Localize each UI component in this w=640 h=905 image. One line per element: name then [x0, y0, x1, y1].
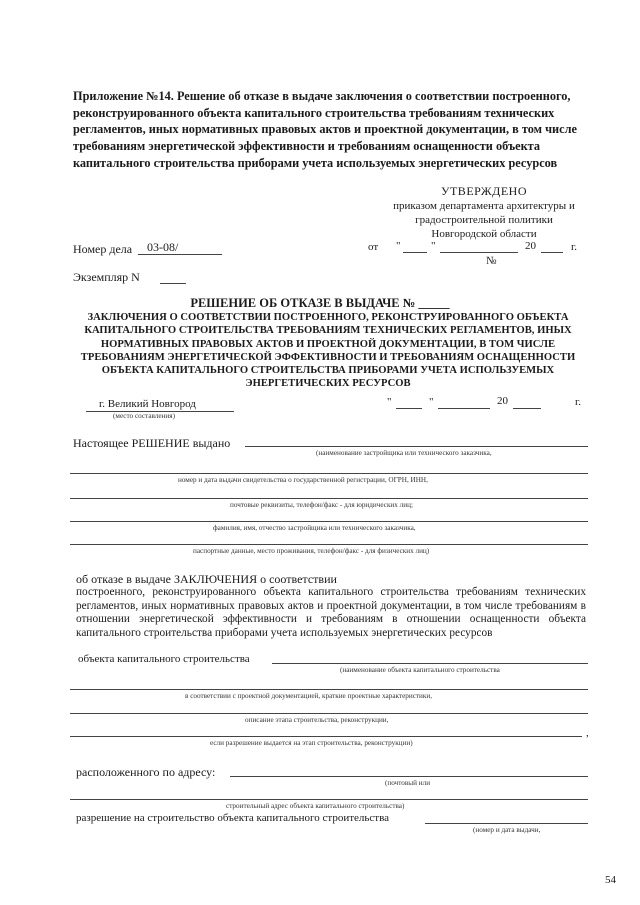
- decision-title: РЕШЕНИЕ ОБ ОТКАЗЕ В ВЫДАЧЕ № _____: [190, 296, 450, 310]
- approval-title: УТВЕРЖДЕНО: [440, 184, 527, 198]
- place-day-blank[interactable]: [396, 408, 422, 409]
- issued-caption-1: (наименование застройщика или технического заказчика,: [316, 449, 492, 457]
- approval-year-blank[interactable]: [541, 252, 563, 253]
- issued-label: Настоящее РЕШЕНИЕ выдано: [73, 436, 231, 450]
- place-quote-open: ": [387, 396, 392, 408]
- object-caption-1: (наименование объекта капитального строительства: [340, 666, 500, 674]
- appendix-title: Приложение №14. Решение об отказе в выдаче заключения о соответствии построенного, реконструированного объекта капитального строительства требованиям технических регламентов, иных нормативных правовых актов и проектной документации, в том числе требованиям энергетической эффективности и требованиям оснащенности объекта капитального строительства приборами учета используемых энергетических ресурсов: [73, 89, 577, 170]
- address-caption-2: строительный адрес объекта капитального строительства): [226, 802, 405, 810]
- object-comma: ,: [586, 727, 589, 739]
- address-line-1[interactable]: [230, 776, 588, 777]
- approval-number-sign: №: [486, 255, 497, 267]
- permit-line[interactable]: [425, 823, 588, 824]
- place-year-blank[interactable]: [513, 408, 541, 409]
- issued-caption-2: номер и дата выдачи свидетельства о государственной регистрации, ОГРН, ИНН,: [178, 476, 428, 484]
- issued-line-1[interactable]: [245, 446, 588, 447]
- approval-line-3: Новгородской области: [431, 228, 537, 240]
- approval-date-quote-open: ": [396, 240, 401, 252]
- address-label: расположенного по адресу:: [76, 765, 216, 779]
- issued-line-3[interactable]: [70, 498, 588, 499]
- approval-date-quote-close: ": [431, 240, 436, 252]
- case-number-underline: [138, 254, 222, 255]
- permit-label: разрешение на строительство объекта капитального строительства: [76, 812, 390, 824]
- object-label: объекта капитального строительства: [78, 653, 250, 665]
- page-number: 54: [605, 874, 616, 886]
- place-city: г. Великий Новгород: [99, 398, 196, 410]
- issued-line-4[interactable]: [70, 521, 588, 522]
- issued-caption-4: фамилия, имя, отчество застройщика или технического заказчика,: [213, 524, 416, 532]
- approval-date-year: 20: [525, 240, 536, 252]
- approval-line-2: градостроительной политики: [415, 214, 553, 226]
- approval-day-blank[interactable]: [403, 252, 427, 253]
- issued-caption-3: почтовые реквизиты, телефон/факс - для юридических лиц;: [230, 501, 413, 509]
- refusal-body: построенного, реконструированного объекта капитального строительства требованиям технических регламентов, иных нормативных правовых актов и проектной документации, в том числе требованиям в отношении энергетической эффективности и требованиям в отношении оснащенности объекта капитального строительства приборами учета используемых энергетических ресурсов: [76, 586, 586, 639]
- place-caption: (место составления): [113, 412, 175, 420]
- place-year: 20: [497, 395, 508, 407]
- issued-line-2[interactable]: [70, 473, 588, 474]
- refusal-lead: об отказе в выдаче ЗАКЛЮЧЕНИЯ о соответствии: [76, 572, 337, 586]
- approval-date-prefix: от: [368, 241, 379, 253]
- object-line-3[interactable]: [70, 713, 588, 714]
- place-month-blank[interactable]: [438, 408, 490, 409]
- object-line-1[interactable]: [272, 663, 588, 664]
- issued-caption-5: паспортные данные, место проживания, телефон/факс - для физических лиц): [193, 547, 430, 555]
- permit-caption: (номер и дата выдачи,: [473, 826, 541, 834]
- object-line-4[interactable]: [70, 736, 582, 737]
- place-year-suffix: г.: [575, 396, 582, 408]
- object-caption-3: описание этапа строительства, реконструкции,: [245, 716, 389, 724]
- case-number-label: Номер дела: [73, 242, 133, 256]
- address-line-2[interactable]: [70, 799, 588, 800]
- case-number-value: 03-08/: [147, 240, 179, 254]
- issued-line-5[interactable]: [70, 544, 588, 545]
- approval-month-blank[interactable]: [440, 252, 518, 253]
- approval-date-suffix: г.: [571, 241, 578, 253]
- object-line-2[interactable]: [70, 689, 588, 690]
- approval-line-1: приказом департамента архитектуры и: [393, 200, 575, 212]
- copy-label: Экземпляр N: [73, 270, 140, 284]
- copy-number-blank[interactable]: [160, 283, 186, 284]
- decision-subtitle: ЗАКЛЮЧЕНИЯ О СООТВЕТСТВИИ ПОСТРОЕННОГО, РЕКОНСТРУИРОВАННОГО ОБЪЕКТА КАПИТАЛЬНОГО СТРОИТЕЛЬСТВА ТРЕБОВАНИЯМ ТЕХНИЧЕСКИХ РЕГЛАМЕНТОВ, ИНЫХ НОРМАТИВНЫХ ПРАВОВЫХ АКТОВ И ПРОЕКТНОЙ ДОКУМЕНТАЦИИ, В ТОМ ЧИСЛЕ ТРЕБОВАНИЯМ ЭНЕРГЕТИЧЕСКОЙ ЭФФЕКТИВНОСТИ И ТРЕБОВАНИЯМ ОСНАЩЕННОСТИ ОБЪЕКТА КАПИТАЛЬНОГО СТРОИТЕЛЬСТВА ПРИБОРАМИ УЧЕТА ИСПОЛЬЗУЕМЫХ ЭНЕРГЕТИЧЕСКИХ РЕСУРСОВ: [80, 312, 576, 390]
- place-quote-close: ": [429, 396, 434, 408]
- object-caption-4: если разрешение выдается на этап строительства, реконструкции): [210, 739, 413, 747]
- address-caption-1: (почтовый или: [385, 779, 431, 787]
- object-caption-2: в соответствии с проектной документацией, краткие проектные характеристики,: [185, 692, 433, 700]
